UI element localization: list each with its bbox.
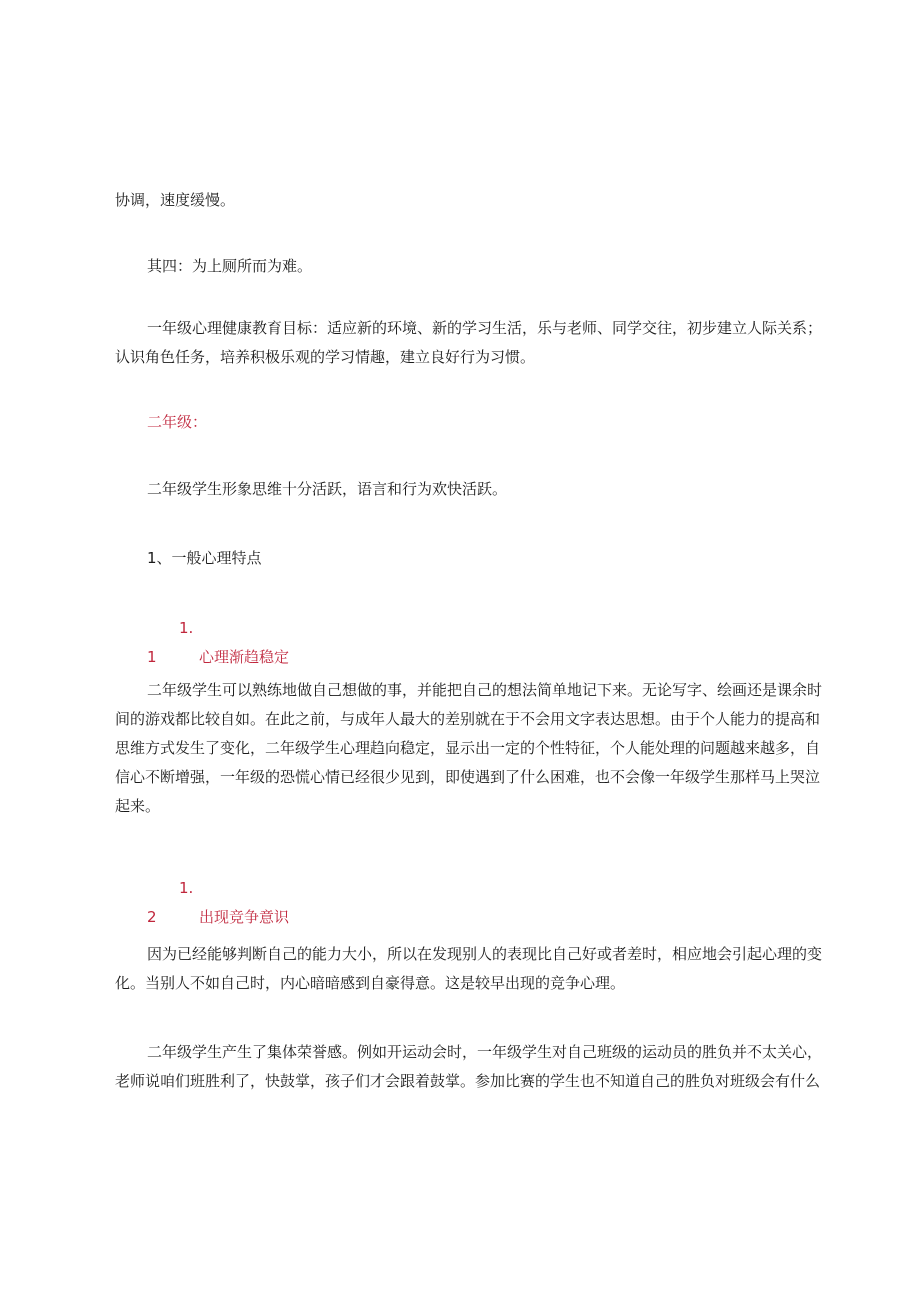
paragraph-grade1-goal: 一年级心理健康教育目标：适应新的环境、新的学习生活，乐与老师、同学交往，初步建立人际关系；认识角色任务，培养积极乐观的学习情趣，建立良好行为习惯。 <box>115 319 823 366</box>
paragraph-continuation: 协调，速度缓慢。 <box>115 191 236 209</box>
heading-1-1 <box>115 614 825 672</box>
heading-1-2-number: 1.2 <box>147 879 194 926</box>
paragraph-collective-honor: 二年级学生产生了集体荣誉感。例如开运动会时，一年级学生对自己班级的运动员的胜负并不太关心，老师说咱们班胜利了，快鼓掌，孩子们才会跟着鼓掌。参加比赛的学生也不知道自己的胜负对班级会有什么 <box>115 1043 823 1090</box>
paragraph-grade2-intro: 二年级学生形象思维十分活跃，语言和行为欢快活跃。 <box>147 480 508 498</box>
paragraph-stability: 二年级学生可以熟练地做自己想做的事，并能把自己的想法简单地记下来。无论写字、绘画还是课余时间的游戏都比较自如。在此之前，与成年人最大的差别就在于不会用文字表达思想。由于个人能力的提高和思维方式发生了变化，二年级学生心理趋向稳定，显示出一定的个性特征，个人能处理的问题越来越多，自信心不断增强，一年级的恐慌心情已经很少见到，即使遇到了什么困难，也不会像一年级学生那样马上哭泣起来。 <box>115 681 823 815</box>
heading-1-2 <box>115 874 825 932</box>
heading-1-1-number: 1.1 <box>147 619 194 666</box>
heading-grade2: 二年级： <box>147 413 208 431</box>
paragraph-item-four: 其四：为上厕所而为难。 <box>147 257 313 275</box>
heading-general-traits: 1、一般心理特点 <box>147 549 262 567</box>
heading-1-2-text: 出现竞争意识 <box>199 908 290 926</box>
paragraph-competition: 因为已经能够判断自己的能力大小，所以在发现别人的表现比自己好或者差时，相应地会引起心理的变化。当别人不如自己时，内心暗暗感到自豪得意。这是较早出现的竞争心理。 <box>115 945 823 992</box>
heading-1-1-text: 心理渐趋稳定 <box>199 648 290 666</box>
